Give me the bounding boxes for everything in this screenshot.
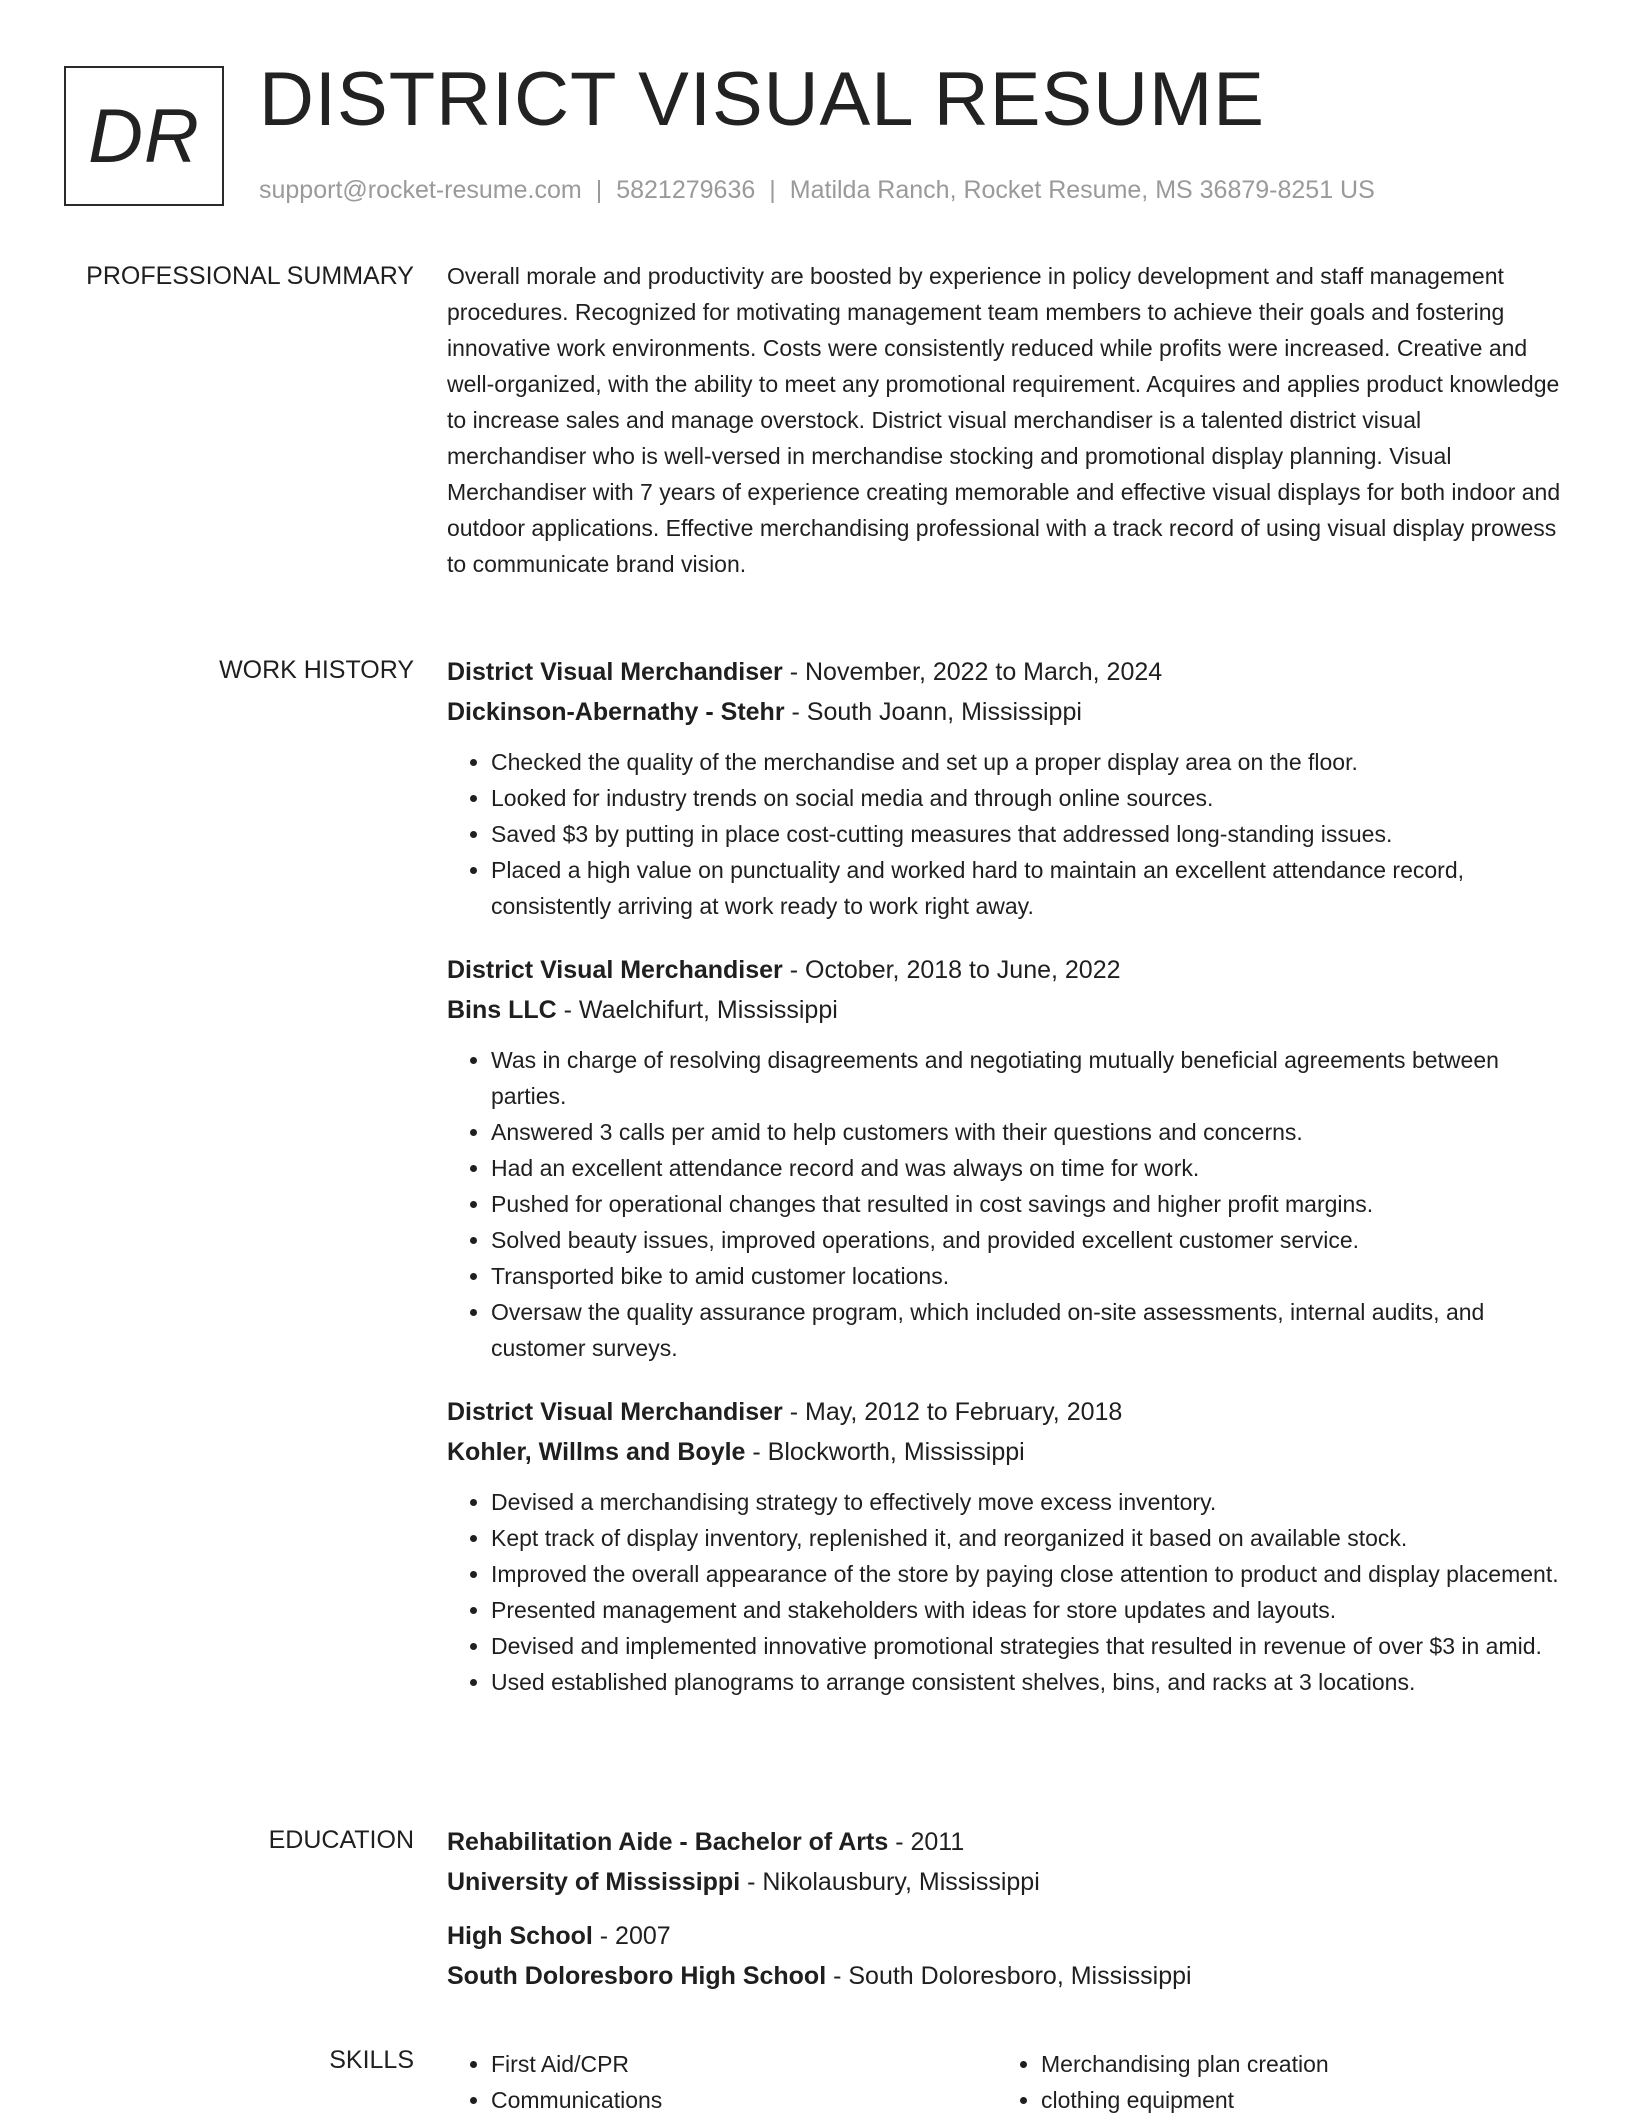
bullet-item: • Devised and implemented innovative promotional strategies that resulted in revenue of over $3 in amid.: [491, 1628, 1562, 1664]
bullet-item: • Kept track of display inventory, replenished it, and reorganized it based on available stock.: [491, 1520, 1562, 1556]
job-dates: - May, 2012 to February, 2018: [782, 1398, 1123, 1426]
job-location: - Waelchifurt, Mississippi: [556, 996, 838, 1024]
job-company-line: [447, 1432, 1562, 1472]
monogram-box: [64, 66, 224, 206]
degree: Rehabilitation Aide - Bachelor of Arts: [447, 1828, 889, 1856]
job-title: District Visual Merchandiser: [447, 658, 783, 686]
school-name: University of Mississippi: [447, 1868, 741, 1896]
job-location: - Blockworth, Mississippi: [745, 1438, 1025, 1466]
degree-year: - 2007: [592, 1922, 671, 1950]
job-title-line: [447, 1392, 1562, 1432]
job-bullets: [447, 744, 1562, 924]
contact-phone[interactable]: 5821279636: [616, 176, 756, 204]
summary-content: [447, 258, 1562, 582]
job-dates: - October, 2018 to June, 2022: [782, 956, 1121, 984]
job-entry: [447, 652, 1562, 924]
job-company: Kohler, Willms and Boyle: [447, 1438, 746, 1466]
bullet-item: • Devised a merchandising strategy to effectively move excess inventory.: [491, 1484, 1562, 1520]
contact-address: Matilda Ranch, Rocket Resume, MS 36879-8251 US: [789, 176, 1375, 204]
bullet-item: • Presented management and stakeholders with ideas for store updates and layouts.: [491, 1592, 1562, 1628]
bullet-item: • Checked the quality of the merchandise and set up a proper display area on the floor.: [491, 744, 1562, 780]
skill-item: • Merchandising plan creation: [1041, 2046, 1547, 2082]
contact-separator: |: [769, 176, 776, 204]
bullet-item: • Had an excellent attendance record and was always on time for work.: [491, 1150, 1562, 1186]
bullet-item: • Answered 3 calls per amid to help customers with their questions and concerns.: [491, 1114, 1562, 1150]
resume-name: DISTRICT VISUAL RESUME: [259, 57, 1265, 142]
job-bullets: [447, 1484, 1562, 1700]
school-line: [447, 1862, 1562, 1902]
job-entry: [447, 1392, 1562, 1700]
bullet-item: • Improved the overall appearance of the store by paying close attention to product and display placement.: [491, 1556, 1562, 1592]
bullet-item: • Placed a high value on punctuality and worked hard to maintain an excellent attendance record, consistently arriving at work ready to work right away.: [491, 852, 1562, 924]
job-title-line: [447, 950, 1562, 990]
skills-grid: [447, 2046, 1562, 2118]
job-dates: - November, 2022 to March, 2024: [782, 658, 1163, 686]
summary-text: Overall morale and productivity are boosted by experience in policy development and staff management procedures. Recognized for motivating management team members to achieve their goals and fostering innovative work environments. Costs were consistently reduced while profits were increased. Creative and well-organized, with the ability to meet any promotional requirement. Acquires and applies product knowledge to increase sales and manage overstock. District visual merchandiser is a talented district visual merchandiser who is well-versed in merchandise stocking and promotional display planning. Visual Merchandiser with 7 years of experience creating memorable and effective visual displays for both indoor and outdoor applications. Effective merchandising professional with a track record of using visual display prowess to communicate brand vision.: [447, 263, 1561, 577]
bullet-item: • Used established planograms to arrange consistent shelves, bins, and racks at 3 locations.: [491, 1664, 1562, 1700]
skill-item: • clothing equipment: [1041, 2082, 1547, 2118]
skills-heading: SKILLS: [329, 2046, 414, 2074]
school-line: [447, 1956, 1562, 1996]
school-name: South Doloresboro High School: [447, 1962, 827, 1990]
education-entry: [447, 1916, 1562, 1996]
bullet-item: • Oversaw the quality assurance program, which included on-site assessments, internal audits, and customer surveys.: [491, 1294, 1562, 1366]
school-location: - South Doloresboro, Mississippi: [826, 1962, 1192, 1990]
degree-line: [447, 1916, 1562, 1956]
bullet-item: • Pushed for operational changes that resulted in cost savings and higher profit margins.: [491, 1186, 1562, 1222]
skill-item: • Communications: [491, 2082, 997, 2118]
job-title: District Visual Merchandiser: [447, 956, 783, 984]
degree-line: [447, 1822, 1562, 1862]
education-entry: [447, 1822, 1562, 1902]
skills-content: [447, 2046, 1562, 2118]
bullet-item: • Was in charge of resolving disagreements and negotiating mutually beneficial agreements between parties.: [491, 1042, 1562, 1114]
bullet-item: • Transported bike to amid customer locations.: [491, 1258, 1562, 1294]
job-entry: [447, 950, 1562, 1366]
education-heading: EDUCATION: [268, 1826, 414, 1854]
job-location: - South Joann, Mississippi: [784, 698, 1082, 726]
skills-column-left: [447, 2046, 997, 2118]
education-content: [447, 1822, 1562, 2010]
skills-column-right: [997, 2046, 1547, 2118]
job-company-line: [447, 692, 1562, 732]
job-company: Bins LLC: [447, 996, 557, 1024]
degree-year: - 2011: [888, 1828, 965, 1856]
work-history-content: [447, 652, 1562, 1726]
job-company: Dickinson-Abernathy - Stehr: [447, 698, 785, 726]
summary-heading: PROFESSIONAL SUMMARY: [86, 262, 414, 290]
job-bullets: [447, 1042, 1562, 1366]
skill-item: • First Aid/CPR: [491, 2046, 997, 2082]
monogram-initials: DR: [88, 93, 200, 179]
job-title: District Visual Merchandiser: [447, 1398, 783, 1426]
job-company-line: [447, 990, 1562, 1030]
contact-email[interactable]: support@rocket-resume.com: [259, 176, 582, 204]
bullet-item: • Looked for industry trends on social media and through online sources.: [491, 780, 1562, 816]
work-history-heading: WORK HISTORY: [219, 656, 414, 684]
bullet-item: • Solved beauty issues, improved operations, and provided excellent customer service.: [491, 1222, 1562, 1258]
degree: High School: [447, 1922, 593, 1950]
school-location: - Nikolausbury, Mississippi: [740, 1868, 1040, 1896]
bullet-item: • Saved $3 by putting in place cost-cutting measures that addressed long-standing issues.: [491, 816, 1562, 852]
contact-line: [259, 176, 1375, 205]
contact-separator: |: [595, 176, 603, 204]
job-title-line: [447, 652, 1562, 692]
